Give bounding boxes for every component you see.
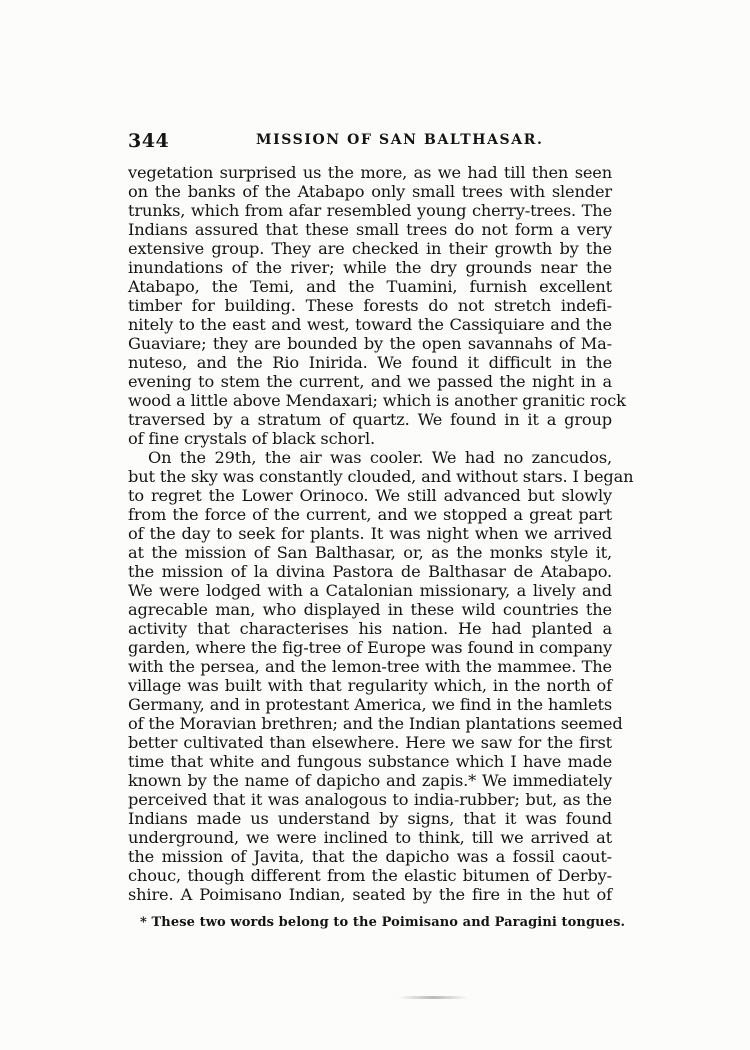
text-line: of fine crystals of black schorl.: [128, 429, 375, 448]
text-line: the mission of la divina Pastora de Balthasar de Atabapo.: [128, 562, 612, 581]
text-line: Germany, and in protestant America, we find in the hamlets: [128, 695, 612, 714]
text-line: activity that characterises his nation. He had planted a: [128, 619, 612, 638]
text-line: shire. A Poimisano Indian, seated by the fire in the hut of: [128, 885, 612, 904]
text-line: on the banks of the Atabapo only small trees with slender: [128, 182, 612, 201]
text-line: wood a little above Mendaxari; which is another granitic rock: [128, 391, 626, 410]
text-line: at the mission of San Balthasar, or, as the monks style it,: [128, 543, 612, 562]
text-line: Indians made us understand by signs, that it was found: [128, 809, 612, 828]
text-line: inundations of the river; while the dry grounds near the: [128, 258, 612, 277]
text-line: village was built with that regularity which, in the north of: [128, 676, 612, 695]
text-line: timber for building. These forests do not stretch indefi-: [128, 296, 612, 315]
text-line: the mission of Javita, that the dapicho was a fossil caout-: [128, 847, 612, 866]
text-line: evening to stem the current, and we passed the night in a: [128, 372, 612, 391]
text-line: underground, we were inclined to think, till we arrived at: [128, 828, 612, 847]
footnote: * These two words belong to the Poimisano and Paragini tongues.: [140, 915, 626, 930]
text-line: nuteso, and the Rio Inirida. We found it difficult in the: [128, 353, 612, 372]
running-title: MISSION OF SAN BALTHASAR.: [256, 132, 544, 148]
text-line: chouc, though different from the elastic bitumen of Derby-: [128, 866, 612, 885]
text-line: agrecable man, who displayed in these wild countries the: [128, 600, 612, 619]
text-line: traversed by a stratum of quartz. We found in it a group: [128, 410, 612, 429]
text-line: extensive group. They are checked in their growth by the: [128, 239, 612, 258]
text-line: with the persea, and the lemon-tree with the mammee. The: [128, 657, 612, 676]
body-text: [128, 163, 634, 904]
page-header: [128, 130, 614, 154]
text-line: from the force of the current, and we stopped a great part: [128, 505, 612, 524]
text-line: of the day to seek for plants. It was night when we arrived: [128, 524, 612, 543]
text-line: vegetation surprised us the more, as we had till then seen: [128, 163, 612, 182]
text-line: perceived that it was analogous to india-rubber; but, as the: [128, 790, 612, 809]
text-line: garden, where the fig-tree of Europe was found in company: [128, 638, 612, 657]
text-line: nitely to the east and west, toward the Cassiquiare and the: [128, 315, 612, 334]
text-line: of the Moravian brethren; and the Indian plantations seemed: [128, 714, 623, 733]
text-line: known by the name of dapicho and zapis.* We immediately: [128, 771, 612, 790]
page-number: 344: [128, 130, 170, 152]
text-line: Atabapo, the Temi, and the Tuamini, furnish excellent: [128, 277, 612, 296]
text-line: to regret the Lower Orinoco. We still advanced but slowly: [128, 486, 612, 505]
text-line: Guaviare; they are bounded by the open savannahs of Ma-: [128, 334, 612, 353]
text-line: time that white and fungous substance which I have made: [128, 752, 612, 771]
text-line: better cultivated than elsewhere. Here we saw for the first: [128, 733, 612, 752]
text-line: but the sky was constantly clouded, and without stars. I began: [128, 467, 634, 486]
text-line: On the 29th, the air was cooler. We had no zancudos,: [148, 448, 612, 467]
text-line: trunks, which from afar resembled young cherry-trees. The: [128, 201, 612, 220]
print-smudge: [398, 996, 468, 999]
text-line: Indians assured that these small trees do not form a very: [128, 220, 612, 239]
text-line: We were lodged with a Catalonian missionary, a lively and: [128, 581, 612, 600]
